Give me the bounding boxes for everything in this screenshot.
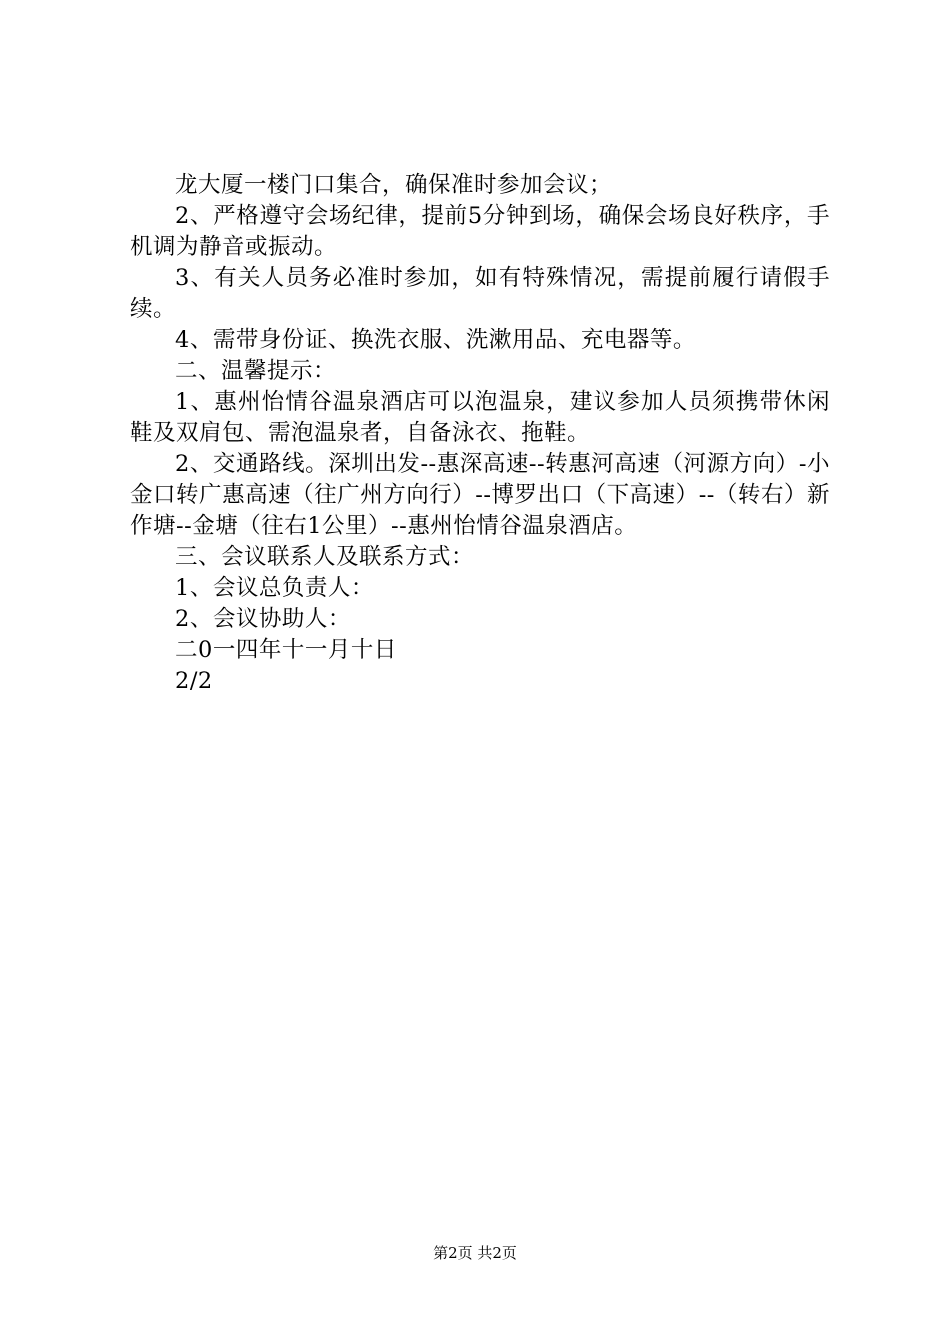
page-footer: 第2页 共2页 bbox=[433, 1244, 517, 1262]
paragraph-hot-spring: 1、惠州怡情谷温泉酒店可以泡温泉，建议参加人员须携带休闲鞋及双肩包、需泡温泉者，自备泳衣、拖鞋。 bbox=[130, 389, 830, 446]
paragraph-assistant-contact: 2、会议协助人： bbox=[175, 606, 351, 632]
paragraph-route: 2、交通路线。深圳出发--惠深高速--转惠河高速（河源方向）-小金口转广惠高速（往广州方向行）--博罗出口（下高速）--（转右）新作塘--金塘（往右1公里）--惠州怡情谷温泉酒店。 bbox=[130, 451, 830, 539]
section-heading-contacts: 三、会议联系人及联系方式： bbox=[175, 544, 475, 570]
document-date: 二0一四年十一月十日 bbox=[175, 637, 397, 663]
paragraph-chief-contact: 1、会议总负责人： bbox=[175, 575, 374, 601]
section-heading-tips: 二、温馨提示： bbox=[175, 358, 337, 384]
paragraph-assembly-location: 龙大厦一楼门口集合，确保准时参加会议； bbox=[175, 172, 613, 198]
paragraph-discipline: 2、严格遵守会场纪律，提前5分钟到场，确保会场良好秩序，手机调为静音或振动。 bbox=[130, 203, 830, 260]
paragraph-attendance: 3、有关人员务必准时参加，如有特殊情况，需提前履行请假手续。 bbox=[130, 265, 830, 322]
document-body bbox=[130, 170, 830, 697]
inline-page-number: 2/2 bbox=[175, 668, 213, 694]
paragraph-items-to-bring: 4、需带身份证、换洗衣服、洗漱用品、充电器等。 bbox=[175, 327, 696, 353]
